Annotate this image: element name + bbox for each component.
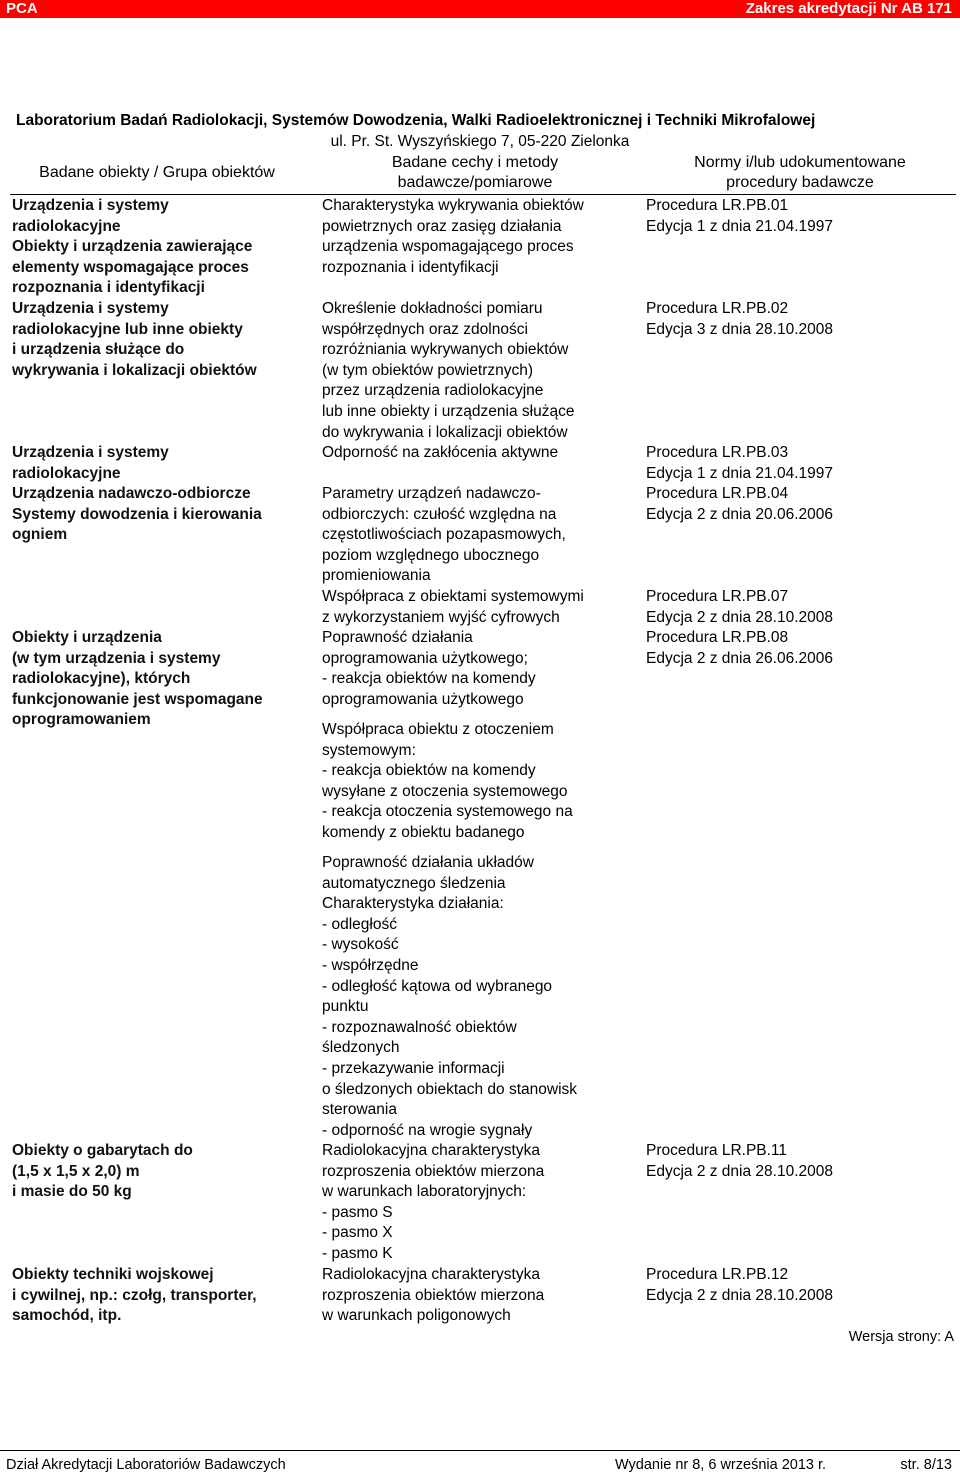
column-header-objects: Badane obiekty / Grupa obiektów bbox=[39, 164, 275, 181]
object-line: i masie do 50 kg bbox=[12, 1183, 132, 1201]
method-line: - odległość bbox=[322, 915, 397, 933]
method-line: śledzonych bbox=[322, 1039, 400, 1057]
method-line: - pasmo S bbox=[322, 1203, 393, 1221]
method-line: rozproszenia obiektów mierzona bbox=[322, 1162, 545, 1180]
procedure-edition: Edycja 1 z dnia 21.04.1997 bbox=[646, 464, 833, 482]
object-line: Urządzenia nadawczo-odbiorcze bbox=[12, 485, 251, 503]
column-header-standards-line1: Normy i/lub udokumentowane bbox=[694, 154, 906, 171]
method-line: współrzędnych oraz zdolności bbox=[322, 320, 528, 338]
object-line: Urządzenia i systemy bbox=[12, 197, 169, 214]
object-line: i cywilnej, np.: czołg, transporter, bbox=[12, 1286, 257, 1304]
object-line: oprogramowaniem bbox=[12, 711, 151, 729]
footer-edition: Wydanie nr 8, 6 września 2013 r. bbox=[615, 1457, 827, 1473]
procedure-entry bbox=[646, 628, 833, 669]
method-line: do wykrywania i lokalizacji obiektów bbox=[322, 423, 568, 441]
method-group bbox=[322, 1141, 544, 1265]
procedure-name: Procedura LR.PB.02 bbox=[646, 300, 789, 317]
method-line: oprogramowania użytkowego; bbox=[322, 649, 528, 667]
header-separator bbox=[10, 194, 956, 195]
method-line: Współpraca z obiektami systemowymi bbox=[322, 588, 584, 605]
method-line: powietrznych oraz zasięg działania bbox=[322, 217, 562, 235]
object-group bbox=[12, 1265, 257, 1327]
object-line: Obiekty i urządzenia bbox=[12, 629, 162, 646]
method-line: z wykorzystaniem wyjść cyfrowych bbox=[322, 608, 560, 626]
method-line: Poprawność działania układów bbox=[322, 854, 534, 871]
column-header-methods-line1: Badane cechy i metody bbox=[391, 154, 559, 171]
method-line: Charakterystyka działania: bbox=[322, 895, 504, 913]
column-header-methods-line2: badawcze/pomiarowe bbox=[397, 174, 553, 191]
object-group bbox=[12, 628, 263, 731]
method-line: rozpoznania i identyfikacji bbox=[322, 258, 499, 276]
method-group bbox=[322, 1265, 544, 1327]
document-header-bar bbox=[0, 0, 960, 18]
method-line: - pasmo K bbox=[322, 1244, 393, 1262]
method-line: przez urządzenia radiolokacyjne bbox=[322, 382, 544, 400]
procedure-entry bbox=[646, 196, 833, 237]
method-line: - przekazywanie informacji bbox=[322, 1059, 505, 1077]
method-line: Współpraca obiektu z otoczeniem bbox=[322, 721, 554, 738]
procedure-edition: Edycja 1 z dnia 21.04.1997 bbox=[646, 217, 833, 235]
method-line: odbiorczych: czułość względna na bbox=[322, 505, 557, 523]
method-line: - odporność na wrogie sygnały bbox=[322, 1121, 533, 1139]
method-line: Radiolokacyjna charakterystyka bbox=[322, 1266, 540, 1283]
method-line: Charakterystyka wykrywania obiektów bbox=[322, 197, 584, 214]
method-line: Odporność na zakłócenia aktywne bbox=[322, 444, 559, 461]
method-line: w warunkach laboratoryjnych: bbox=[322, 1183, 527, 1201]
object-line: radiolokacyjne), których bbox=[12, 670, 191, 688]
column-header-standards-line2: procedury badawcze bbox=[726, 174, 874, 191]
object-line: samochód, itp. bbox=[12, 1307, 122, 1325]
column-header-standards bbox=[640, 153, 960, 193]
procedure-edition: Edycja 2 z dnia 28.10.2008 bbox=[646, 1286, 833, 1304]
method-group bbox=[322, 628, 536, 710]
column-header-methods bbox=[310, 153, 640, 193]
object-line: Obiekty techniki wojskowej bbox=[12, 1266, 214, 1283]
object-group bbox=[12, 1141, 193, 1203]
procedure-name: Procedura LR.PB.04 bbox=[646, 485, 789, 502]
procedure-entry bbox=[646, 1141, 833, 1182]
method-line: Parametry urządzeń nadawczo- bbox=[322, 485, 541, 502]
method-line: komendy z obiektu badanego bbox=[322, 823, 525, 841]
method-line: - pasmo X bbox=[322, 1224, 393, 1242]
procedure-entry bbox=[646, 1265, 833, 1306]
footer-department: Dział Akredytacji Laboratoriów Badawczych bbox=[6, 1457, 286, 1473]
method-group bbox=[322, 853, 577, 1141]
procedure-edition: Edycja 2 z dnia 20.06.2006 bbox=[646, 505, 833, 523]
object-line: ogniem bbox=[12, 526, 68, 544]
procedure-name: Procedura LR.PB.12 bbox=[646, 1266, 789, 1283]
method-group bbox=[322, 299, 574, 443]
object-group bbox=[12, 443, 262, 546]
method-line: lub inne obiekty i urządzenia służące bbox=[322, 402, 575, 420]
method-line: częstotliwościach pozapasmowych, bbox=[322, 526, 566, 544]
procedure-name: Procedura LR.PB.03 bbox=[646, 444, 789, 461]
procedure-edition: Edycja 3 z dnia 28.10.2008 bbox=[646, 320, 833, 338]
object-line: (w tym urządzenia i systemy bbox=[12, 649, 221, 667]
method-line: oprogramowania użytkowego bbox=[322, 690, 524, 708]
method-line: urządzenia wspomagającego proces bbox=[322, 238, 574, 256]
object-line: radiolokacyjne bbox=[12, 464, 121, 482]
organization-abbreviation: PCA bbox=[6, 0, 38, 17]
procedure-entry bbox=[646, 443, 833, 484]
method-line: rozróżniania wykrywanych obiektów bbox=[322, 341, 569, 359]
object-line: (1,5 x 1,5 x 2,0) m bbox=[12, 1162, 140, 1180]
object-line: radiolokacyjne bbox=[12, 217, 121, 235]
method-line: o śledzonych obiektach do stanowisk bbox=[322, 1080, 578, 1098]
method-line: Radiolokacyjna charakterystyka bbox=[322, 1142, 540, 1159]
method-group bbox=[322, 720, 573, 844]
method-group bbox=[322, 484, 566, 587]
object-line: radiolokacyjne lub inne obiekty bbox=[12, 320, 243, 338]
procedure-entry bbox=[646, 299, 833, 340]
method-line: automatycznego śledzenia bbox=[322, 874, 506, 892]
method-line: - odległość kątowa od wybranego bbox=[322, 977, 553, 995]
method-line: - reakcja obiektów na komendy bbox=[322, 762, 536, 780]
method-group bbox=[322, 196, 584, 278]
laboratory-address: ul. Pr. St. Wyszyńskiego 7, 05-220 Zielonka bbox=[330, 133, 630, 150]
method-line: - współrzędne bbox=[322, 956, 419, 974]
procedure-edition: Edycja 2 z dnia 26.06.2006 bbox=[646, 649, 833, 667]
procedure-entry bbox=[646, 587, 833, 628]
footer-page-number: str. 8/13 bbox=[900, 1457, 952, 1473]
method-line: - reakcja obiektów na komendy bbox=[322, 670, 536, 688]
page-version: Wersja strony: A bbox=[848, 1329, 954, 1345]
accreditation-scope-title: Zakres akredytacji Nr AB 171 bbox=[745, 0, 952, 17]
method-group bbox=[322, 587, 584, 628]
method-line: punktu bbox=[322, 998, 369, 1016]
object-group bbox=[12, 299, 257, 381]
object-line: wykrywania i lokalizacji obiektów bbox=[12, 361, 257, 379]
procedure-edition: Edycja 2 z dnia 28.10.2008 bbox=[646, 1162, 833, 1180]
method-line: w warunkach poligonowych bbox=[322, 1307, 511, 1325]
method-line: poziom względnego ubocznego bbox=[322, 546, 540, 564]
method-group bbox=[322, 443, 558, 464]
method-line: Określenie dokładności pomiaru bbox=[322, 300, 543, 317]
method-line: - wysokość bbox=[322, 936, 399, 954]
method-line: - rozpoznawalność obiektów bbox=[322, 1018, 517, 1036]
object-line: Obiekty i urządzenia zawierające bbox=[12, 238, 253, 256]
method-line: - reakcja otoczenia systemowego na bbox=[322, 803, 573, 821]
method-line: promieniowania bbox=[322, 567, 431, 585]
object-line: rozpoznania i identyfikacji bbox=[12, 279, 205, 297]
method-line: sterowania bbox=[322, 1101, 397, 1119]
object-line: elementy wspomagające proces bbox=[12, 258, 249, 276]
procedure-entry bbox=[646, 484, 833, 525]
method-line: (w tym obiektów powietrznych) bbox=[322, 361, 534, 379]
procedure-name: Procedura LR.PB.11 bbox=[646, 1142, 788, 1159]
object-line: Systemy dowodzenia i kierowania bbox=[12, 505, 262, 523]
method-line: rozproszenia obiektów mierzona bbox=[322, 1286, 545, 1304]
object-line: Urządzenia i systemy bbox=[12, 300, 169, 317]
procedure-name: Procedura LR.PB.08 bbox=[646, 629, 789, 646]
object-line: i urządzenia służące do bbox=[12, 341, 185, 359]
object-line: Obiekty o gabarytach do bbox=[12, 1142, 193, 1159]
method-line: wysyłane z otoczenia systemowego bbox=[322, 782, 568, 800]
object-group bbox=[12, 196, 252, 299]
procedure-edition: Edycja 2 z dnia 28.10.2008 bbox=[646, 608, 833, 626]
object-line: Urządzenia i systemy bbox=[12, 444, 169, 461]
procedure-name: Procedura LR.PB.01 bbox=[646, 197, 789, 214]
procedure-name: Procedura LR.PB.07 bbox=[646, 588, 789, 605]
method-line: Poprawność działania bbox=[322, 629, 473, 646]
laboratory-name: Laboratorium Badań Radiolokacji, Systemów Dowodzenia, Walki Radioelektronicznej i Techniki Mikrofalowej bbox=[16, 112, 816, 129]
page-footer bbox=[0, 1450, 960, 1477]
method-line: systemowym: bbox=[322, 741, 416, 759]
object-line: funkcjonowanie jest wspomagane bbox=[12, 690, 263, 708]
